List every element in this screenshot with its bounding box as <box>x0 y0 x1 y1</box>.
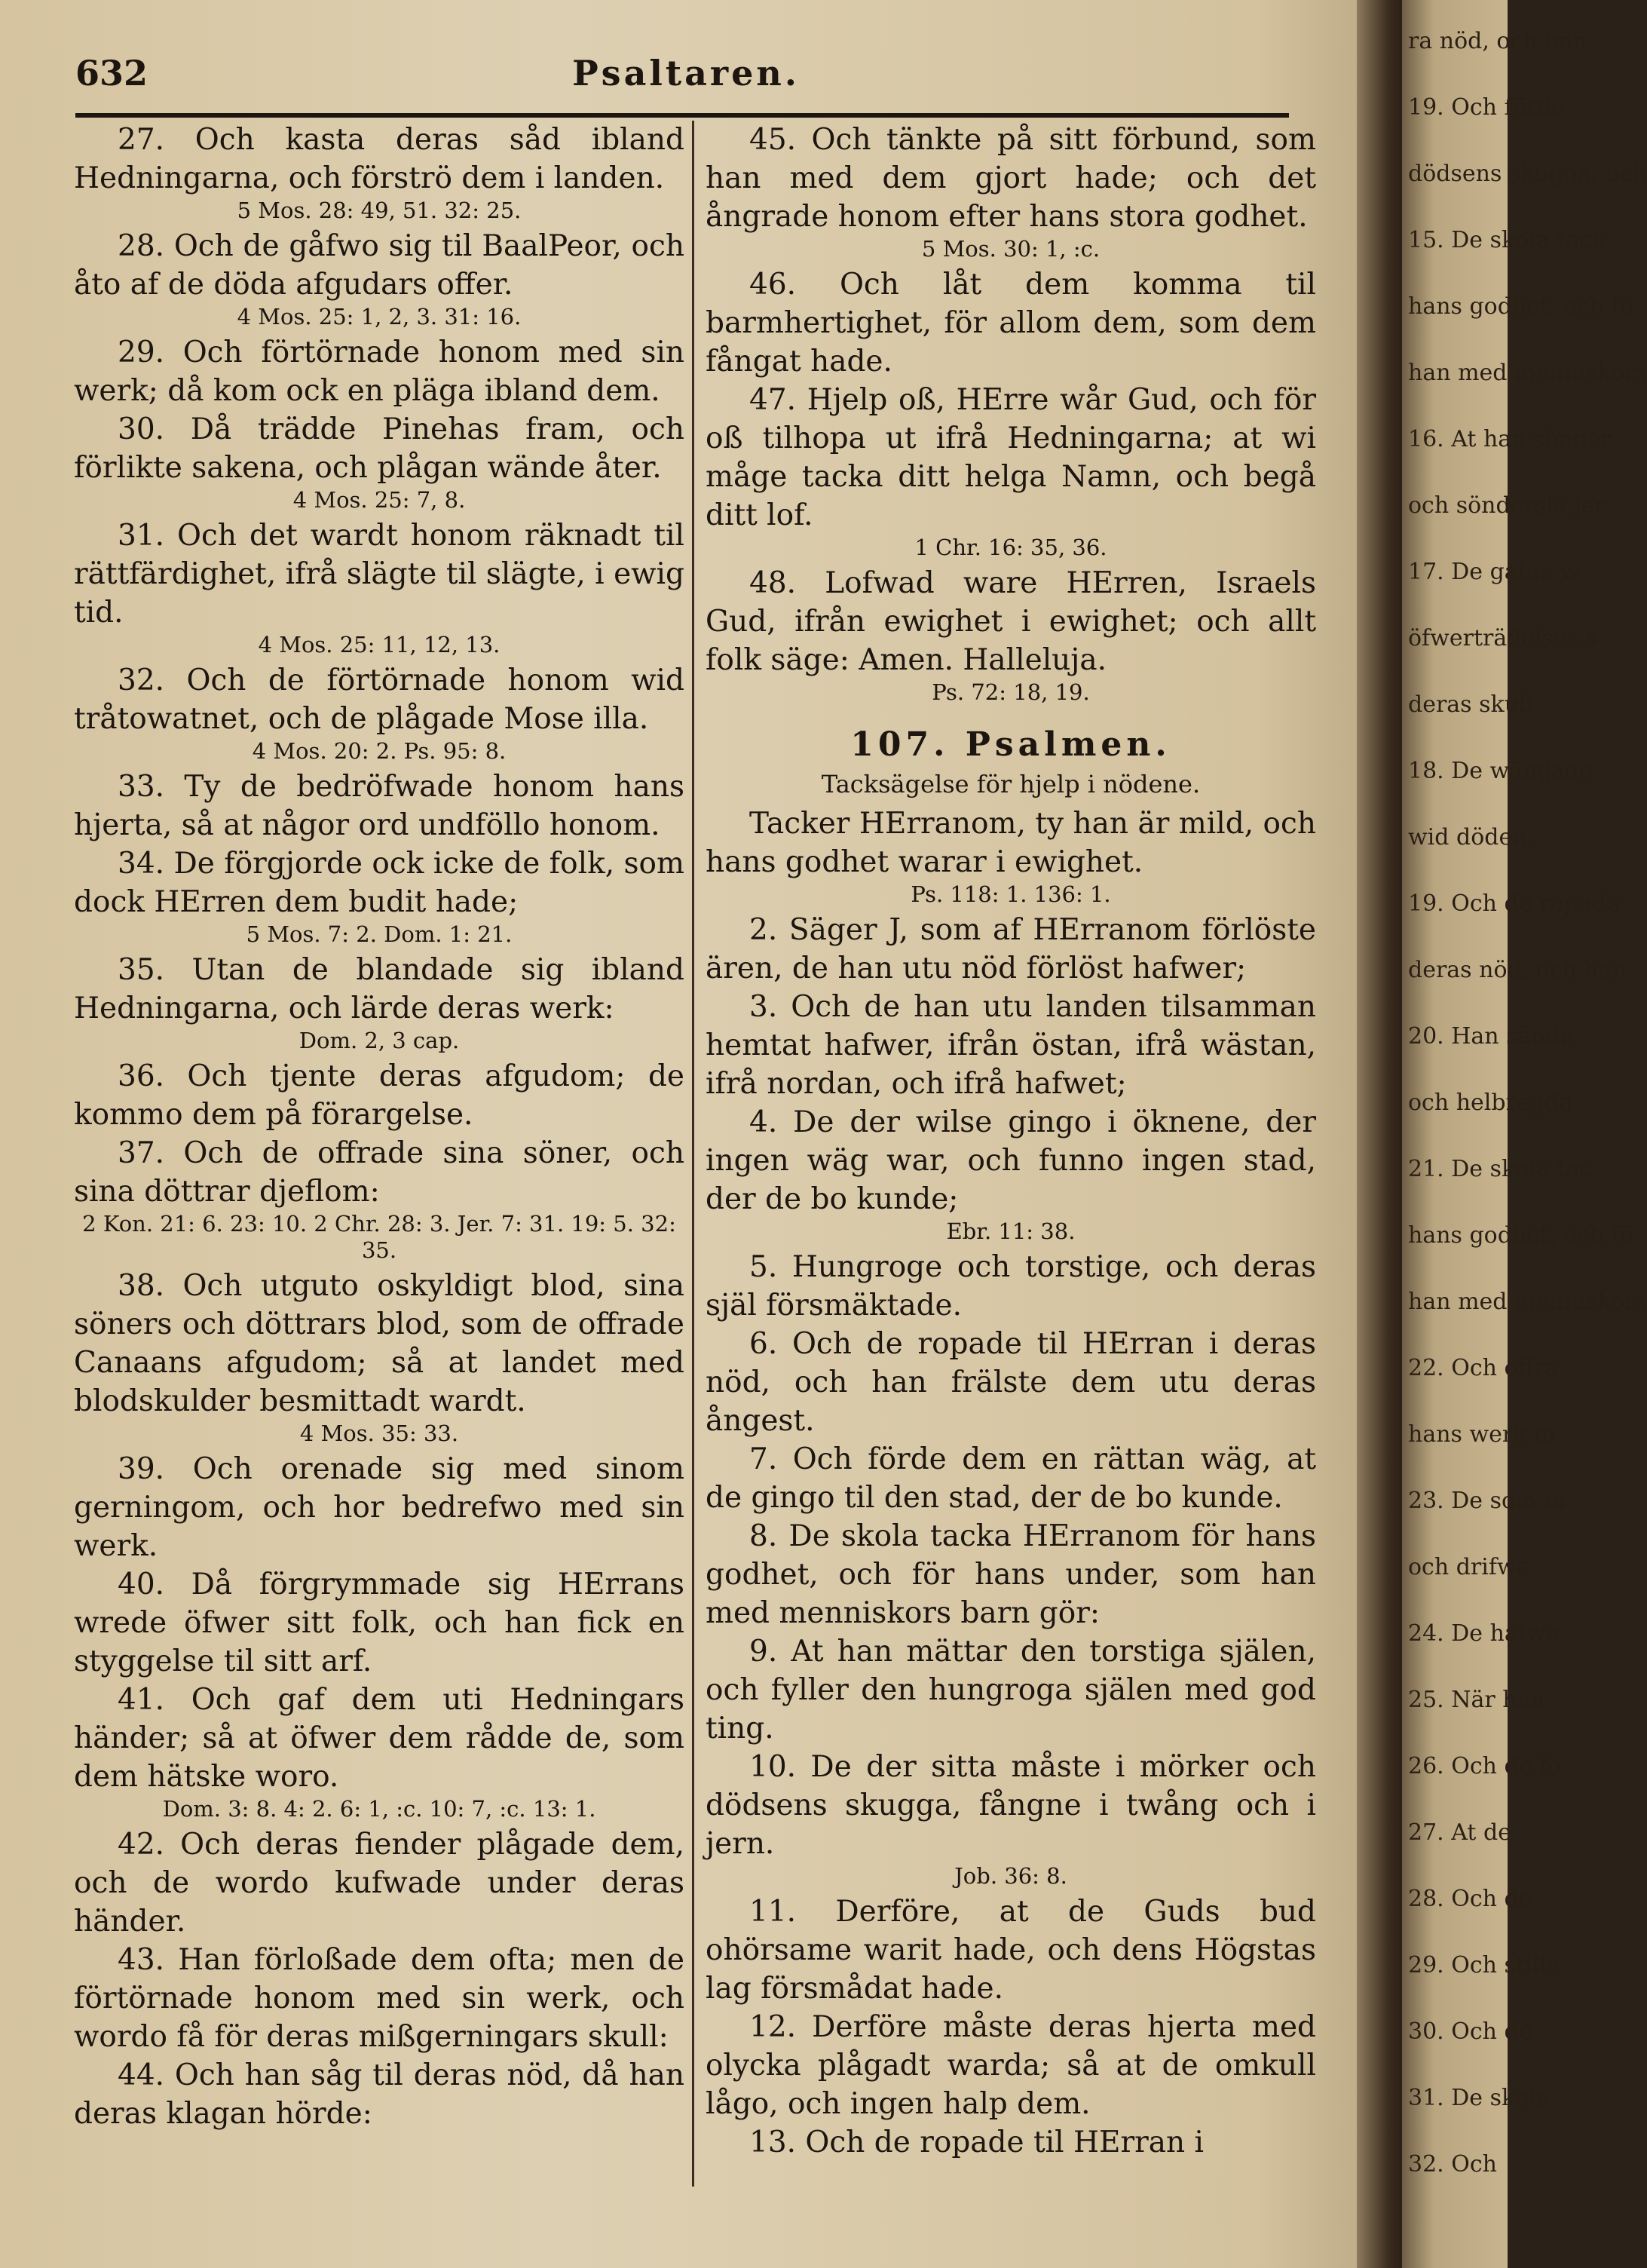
verse: 27. Och kasta deras såd ibland Hedningarna, och förströ dem i landen. <box>74 123 684 195</box>
facing-page-fragment: 24. De hafwa <box>1408 1620 1560 1647</box>
verse-reference: Job. 36: 8. <box>954 1863 1067 1889</box>
verse: 43. Han förloßade dem ofta; men de förtörnade honom med sin werk, och wordo få för deras mißgerningars skull: <box>74 1943 684 2054</box>
facing-page-fragment: wid döden. <box>1408 824 1535 851</box>
verse-reference: 5 Mos. 7: 2. Dom. 1: 21. <box>246 921 513 947</box>
verse-reference: 4 Mos. 25: 11, 12, 13. <box>258 632 501 657</box>
header-rule <box>75 113 1289 118</box>
verse: 31. Och det wardt honom räknadt til rättfärdighet, ifrå slägte til slägte, i ewig tid. <box>74 519 684 630</box>
right-column-psalm-107 <box>706 805 1316 2162</box>
verse-reference: 4 Mos. 20: 2. Ps. 95: 8. <box>252 738 507 764</box>
facing-page-fragment: deras skull. <box>1408 691 1541 718</box>
facing-page-fragment: 22. Och offra <box>1408 1355 1559 1381</box>
verse-reference: Ps. 72: 18, 19. <box>932 679 1090 705</box>
facing-page-fragment: och söndersla jer <box>1408 492 1606 519</box>
facing-page-fragment: 16. At han sönder <box>1408 426 1612 452</box>
facing-page-fragment: han med menniskors <box>1408 1289 1647 1315</box>
verse: 47. Hjelp oß, HErre wår Gud, och för oß tilhopa ut ifrå Hedningarna; at wi måge tacka ditt helga Namn, och begå ditt lof. <box>706 383 1316 532</box>
verse-reference: Dom. 2, 3 cap. <box>298 1028 460 1053</box>
facing-page-fragment: 25. När han <box>1408 1687 1545 1713</box>
facing-page-fragment: ra nöd, och han <box>1408 28 1587 54</box>
verse-reference: 4 Mos. 25: 7, 8. <box>292 487 466 513</box>
verse-reference: 4 Mos. 35: 33. <box>299 1421 459 1446</box>
left-column <box>74 121 684 2133</box>
verse: 44. Och han såg til deras nöd, då han deras klagan hörde: <box>74 2058 684 2131</box>
verse: 4. De der wilse gingo i öknene, der ingen wäg war, och funno ingen stad, der de bo kunde; <box>706 1105 1316 1216</box>
verse: Tacker HErranom, ty han är mild, och hans godhet warar i ewighet. <box>706 807 1316 879</box>
verse: 48. Lofwad ware HErren, Israels Gud, ifrån ewighet i ewighet; och allt folk säge: Amen. Halleluja. <box>706 566 1316 677</box>
verse: 3. Och de han utu landen tilsamman hemtat hafwer, ifrån östan, ifrå wästan, ifrå nordan, och ifrå hafwet; <box>706 990 1316 1101</box>
facing-page-fragment: 30. Och de <box>1408 2018 1532 2045</box>
page-header <box>75 53 1296 106</box>
verse: 32. Och de förtörnade honom wid tråtowatnet, och de plågade Mose illa. <box>74 664 684 736</box>
facing-page-fragment: 26. Och de fo <box>1408 1753 1562 1779</box>
verse: 45. Och tänkte på sitt förbund, som han med dem gjort hade; och det ångrade honom efter hans stora godhet. <box>706 123 1316 234</box>
verse: 35. Utan de blandade sig ibland Hedningarna, och lärde deras werk: <box>74 953 684 1025</box>
verse: 38. Och utguto oskyldigt blod, sina söners och döttrars blod, som de offrade Canaans afgudom; så at landet med blodskulder besmittadt wardt. <box>74 1269 684 1418</box>
verse: 41. Och gaf dem uti Hedningars händer; så at öfwer dem rådde de, som dem hätske woro. <box>74 1683 684 1794</box>
psalm-subtitle: Tacksägelse för hjelp i nödene. <box>821 770 1201 798</box>
verse: 40. Då förgrymmade sig HErrans wrede öfwer sitt folk, och han fick en styggelse til sitt arf. <box>74 1568 684 1678</box>
facing-page-fragment: 31. De skola <box>1408 2085 1550 2111</box>
facing-page-fragment: 19. Och förde <box>1408 94 1565 121</box>
facing-page-fragment: 15. De skola tack <box>1408 227 1606 253</box>
facing-page-fragment: öfwerträdelses s <box>1408 625 1598 651</box>
right-column-psalm-106-end <box>706 121 1316 706</box>
verse: 9. At han mättar den torstiga själen, och fyller den hungroga själen med god ting. <box>706 1635 1316 1745</box>
verse: 30. Då trädde Pinehas fram, och förlikte sakena, och plågan wände åter. <box>74 412 684 485</box>
verse: 11. Derföre, at de Guds bud ohörsame warit hade, och dens Högstas lag försmådat hade. <box>706 1895 1316 2006</box>
verse: 2. Säger J, som af HErranom förlöste ären, de han utu nöd förlöst hafwer; <box>706 913 1316 985</box>
verse-reference: Ps. 118: 1. 136: 1. <box>911 881 1111 907</box>
right-column <box>706 121 1316 2162</box>
facing-page-fragment: 23. De som m <box>1408 1488 1566 1514</box>
facing-page-fragment: 17. De galne w <box>1408 559 1580 585</box>
facing-page-fragment: hans godhet, och fö <box>1408 293 1634 320</box>
page-number: 632 <box>75 53 148 93</box>
verse: 36. Och tjente deras afgudom; de kommo dem på förargelse. <box>74 1059 684 1132</box>
verse-reference: 1 Chr. 16: 35, 36. <box>914 535 1107 560</box>
verse: 5. Hungroge och torstige, och deras själ försmäktade. <box>706 1250 1316 1322</box>
facing-page-fragment: och helbregda <box>1408 1090 1572 1116</box>
verse: 37. Och de offrade sina söner, och sina döttrar djeflom: <box>74 1136 684 1209</box>
facing-page-fragment: hans godhet, och fö <box>1408 1222 1634 1249</box>
psalm-title: 107. Psalmen. <box>850 725 1171 764</box>
verse: 6. Och de ropade til HErran i deras nöd, och han frälste dem utu deras ångest. <box>706 1327 1316 1438</box>
facing-page-fragment: 28. Och de <box>1408 1886 1532 1912</box>
verse-reference: 4 Mos. 25: 1, 2, 3. 31: 16. <box>237 304 522 329</box>
facing-page-fragment: 32. Och <box>1408 2151 1497 2178</box>
verse: 12. Derföre måste deras hjerta med olycka plågadt warda; så at de omkull lågo, och ingen halp dem. <box>706 2010 1316 2121</box>
facing-page-fragment: 29. Och stille <box>1408 1952 1560 1978</box>
verse: 7. Och förde dem en rättan wäg, at de gingo til den stad, der de bo kunde. <box>706 1442 1316 1515</box>
facing-page-fragment: 18. De wämjade <box>1408 758 1593 784</box>
verse-reference: 2 Kon. 21: 6. 23: 10. 2 Chr. 28: 3. Jer. 7: 31. 19: 5. 32: 35. <box>82 1211 676 1263</box>
facing-page-edge <box>1402 0 1647 2268</box>
verse: 42. Och deras fiender plågade dem, och de wordo kufwade under deras händer. <box>74 1828 684 1939</box>
verse: 13. Och de ropade til HErran i <box>749 2125 1204 2159</box>
facing-page-fragment: och drifwa <box>1408 1554 1530 1580</box>
verse: 34. De förgjorde ock icke de folk, som dock HErren dem budit hade; <box>74 847 684 919</box>
running-title: Psaltaren. <box>572 53 800 93</box>
facing-page-fragment: 20. Han sände <box>1408 1023 1574 1050</box>
verse: 28. Och de gåfwo sig til BaalPeor, och åto af de döda afgudars offer. <box>74 229 684 302</box>
facing-page-fragment: 27. At de <box>1408 1819 1511 1846</box>
verse: 33. Ty de bedröfwade honom hans hjerta, så at någor ord undföllo honom. <box>74 770 684 842</box>
facing-page-fragment: dödsens skugga, och <box>1408 161 1647 187</box>
verse: 10. De der sitta måste i mörker och dödsens skugga, fångne i twång och i jern. <box>706 1750 1316 1861</box>
verse-reference: 5 Mos. 30: 1, :c. <box>921 236 1101 262</box>
facing-page-fragment: han med menniskors <box>1408 360 1647 386</box>
verse-reference: 5 Mos. 28: 49, 51. 32: 25. <box>237 198 522 223</box>
column-divider <box>692 121 694 2187</box>
verse: 46. Och låt dem komma til barmhertighet, för allom dem, som dem fångat hade. <box>706 268 1316 379</box>
facing-page-fragment: hans werk m <box>1408 1421 1556 1448</box>
verse-reference: Ebr. 11: 38. <box>946 1218 1076 1244</box>
verse: 29. Och förtörnade honom med sin werk; då kom ock en pläga ibland dem. <box>74 336 684 408</box>
verse: 39. Och orenade sig med sinom gerningom, och hor bedrefwo med sin werk. <box>74 1452 684 1563</box>
verse: 8. De skola tacka HErranom för hans godhet, och för hans under, som han med menniskors barn gör: <box>706 1519 1316 1630</box>
facing-page-fragment: 19. Och de ropade <box>1408 890 1620 917</box>
facing-page-fragment: 21. De skola tac <box>1408 1156 1592 1182</box>
facing-page-fragment: deras nöd, och han <box>1408 957 1627 983</box>
verse-reference: Dom. 3: 8. 4: 2. 6: 1, :c. 10: 7, :c. 13: 1. <box>162 1796 596 1822</box>
